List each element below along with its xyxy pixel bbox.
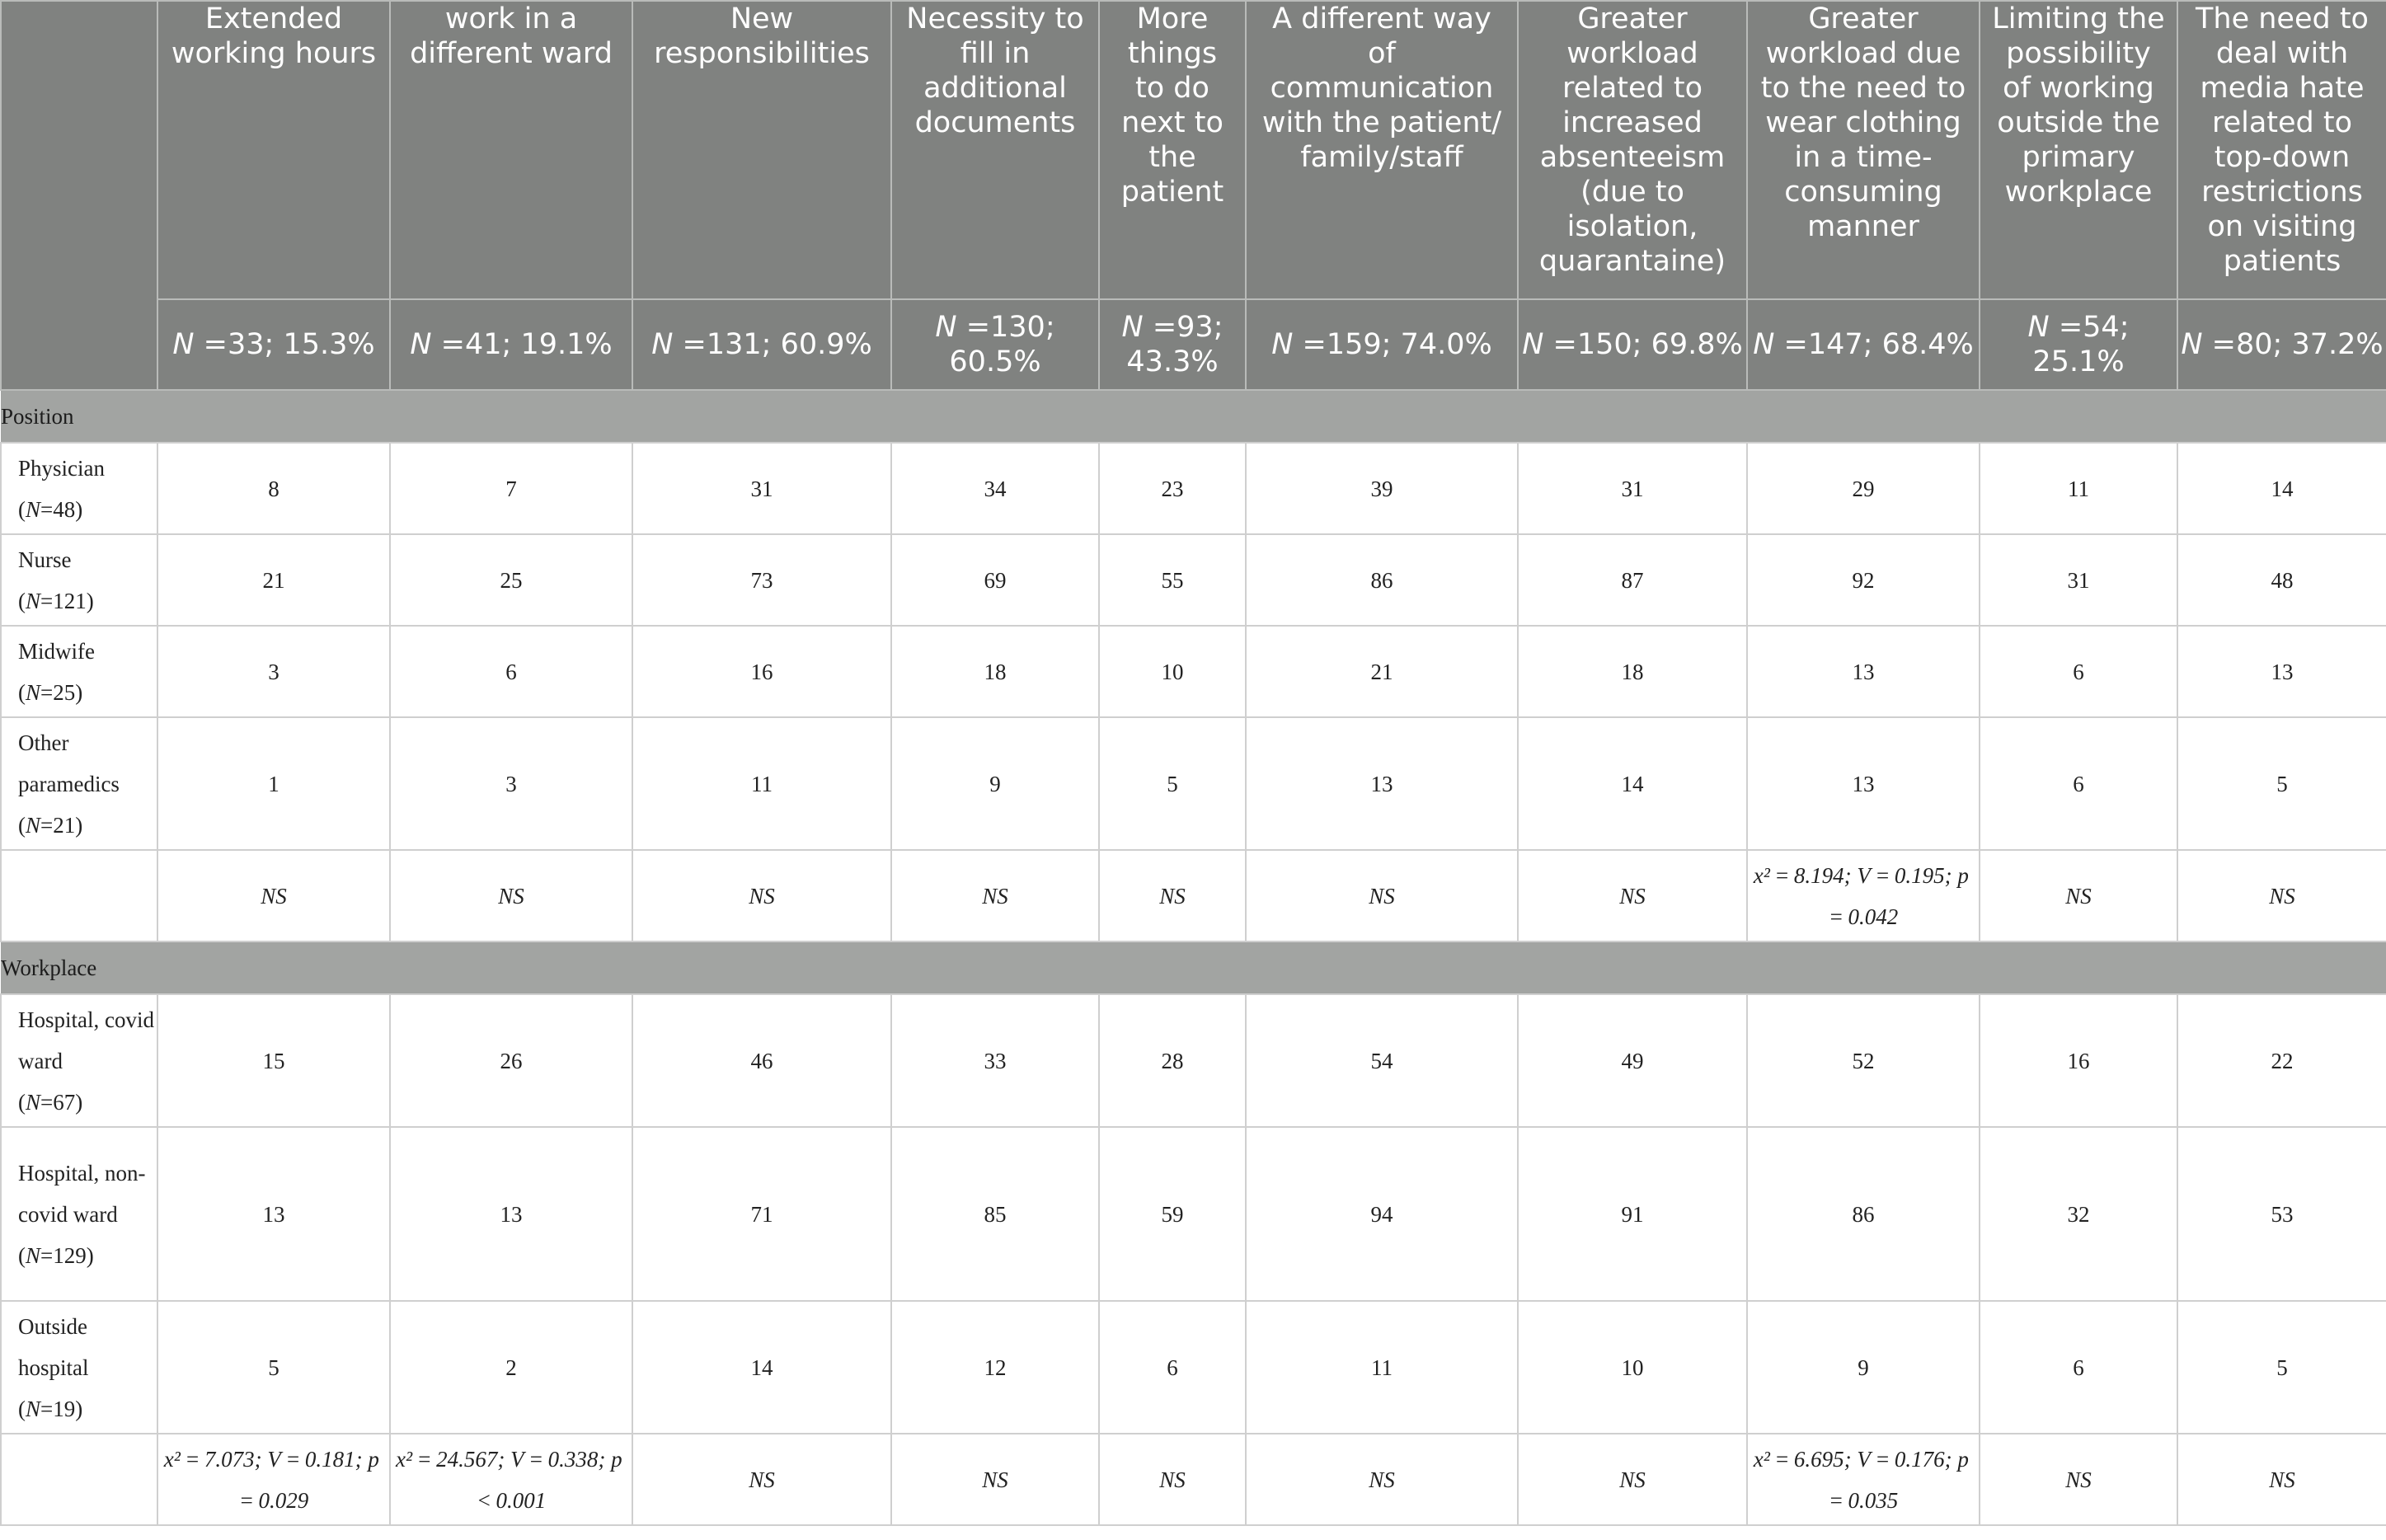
value-cell: 46 <box>632 994 891 1127</box>
stat-cell: NS <box>891 1434 1099 1525</box>
value-cell: 14 <box>1518 717 1747 850</box>
stat-cell: NS <box>1099 1434 1246 1525</box>
column-title: Limiting the possibility of working outside the primary workplace <box>1992 2 2165 209</box>
value-cell: 39 <box>1246 443 1518 534</box>
n-value: =159; 74.0% <box>1302 328 1492 361</box>
row-label-text: Midwife <box>18 638 95 664</box>
value-cell: 86 <box>1747 1127 1980 1301</box>
value-cell: 9 <box>891 717 1099 850</box>
section-title: Workplace <box>1 941 2386 994</box>
column-n <box>632 299 891 390</box>
value-cell: 5 <box>1099 717 1246 850</box>
row-label-text: Other paramedics <box>18 730 120 796</box>
stats-label <box>1 1434 157 1525</box>
column-title: Greater workload related to increased absenteeism (due to isolation, quarantaine) <box>1538 2 1726 278</box>
value-cell: 16 <box>632 626 891 717</box>
table-row <box>1 994 2386 1127</box>
n-value: =131; 60.9% <box>682 328 872 361</box>
stat-cell: NS <box>157 850 390 941</box>
value-cell: 59 <box>1099 1127 1246 1301</box>
n-symbol: N <box>1522 328 1544 361</box>
column-header <box>2177 1 2386 299</box>
column-header <box>1747 1 1980 299</box>
stat-cell: NS <box>390 850 632 941</box>
column-n <box>1246 299 1518 390</box>
value-cell: 14 <box>2177 443 2386 534</box>
value-cell: 12 <box>891 1301 1099 1434</box>
stat-cell: NS <box>2177 1434 2386 1525</box>
column-header <box>157 1 390 299</box>
value-cell: 13 <box>390 1127 632 1301</box>
section-header-row <box>1 941 2386 994</box>
value-cell: 13 <box>157 1127 390 1301</box>
value-cell: 11 <box>1246 1301 1518 1434</box>
header-n-row <box>1 299 2386 390</box>
value-cell: 13 <box>1747 626 1980 717</box>
value-cell: 5 <box>2177 1301 2386 1434</box>
value-cell: 22 <box>2177 994 2386 1127</box>
stat-cell: NS <box>1980 850 2177 941</box>
table-row <box>1 1301 2386 1434</box>
stats-label <box>1 850 157 941</box>
column-n <box>1747 299 1980 390</box>
row-label: Hospital, covid ward (N=67) <box>1 994 157 1127</box>
value-cell: 73 <box>632 534 891 626</box>
row-label: Midwife (N=25) <box>1 626 157 717</box>
row-label-text: Outside hospital <box>18 1313 89 1380</box>
n-symbol: N <box>410 328 432 361</box>
value-cell: 6 <box>1980 717 2177 850</box>
n-symbol: N <box>26 496 41 522</box>
n-symbol: N <box>1271 328 1294 361</box>
row-label-text: Hospital, non-covid ward <box>18 1160 146 1227</box>
stat-cell: x² = 6.695; V = 0.176; p = 0.035 <box>1747 1434 1980 1525</box>
n-symbol: N <box>26 679 41 705</box>
n-symbol: N <box>651 328 674 361</box>
stat-cell: NS <box>1518 1434 1747 1525</box>
row-label: Outside hospital (N=19) <box>1 1301 157 1434</box>
row-label-text: Physician <box>18 455 105 481</box>
value-cell: 21 <box>1246 626 1518 717</box>
value-cell: 5 <box>2177 717 2386 850</box>
value-cell: 71 <box>632 1127 891 1301</box>
n-symbol: N <box>26 1242 41 1268</box>
row-n: 48 <box>53 496 76 522</box>
value-cell: 55 <box>1099 534 1246 626</box>
value-cell: 54 <box>1246 994 1518 1127</box>
value-cell: 13 <box>1246 717 1518 850</box>
value-cell: 28 <box>1099 994 1246 1127</box>
row-n: 19 <box>53 1396 76 1421</box>
value-cell: 85 <box>891 1127 1099 1301</box>
column-title: Greater workload due to the need to wear clothing in a time-consuming manner <box>1760 2 1966 243</box>
column-n <box>2177 299 2386 390</box>
value-cell: 11 <box>1980 443 2177 534</box>
n-symbol: N <box>2181 328 2203 361</box>
value-cell: 7 <box>390 443 632 534</box>
column-header <box>632 1 891 299</box>
row-n: 67 <box>53 1089 76 1115</box>
value-cell: 3 <box>390 717 632 850</box>
value-cell: 33 <box>891 994 1099 1127</box>
value-cell: 10 <box>1518 1301 1747 1434</box>
row-label: Hospital, non-covid ward (N=129) <box>1 1127 157 1301</box>
column-header <box>891 1 1099 299</box>
value-cell: 94 <box>1246 1127 1518 1301</box>
row-n: 129 <box>53 1242 87 1268</box>
column-title: Necessity to fill in additional documents <box>906 2 1084 139</box>
section-workplace <box>1 941 2386 1525</box>
value-cell: 2 <box>390 1301 632 1434</box>
row-n: 121 <box>53 588 87 613</box>
table-row <box>1 717 2386 850</box>
table-row <box>1 1127 2386 1301</box>
column-header <box>1246 1 1518 299</box>
stat-cell: NS <box>632 850 891 941</box>
n-symbol: N <box>26 1396 41 1421</box>
value-cell: 6 <box>1980 1301 2177 1434</box>
value-cell: 31 <box>1980 534 2177 626</box>
value-cell: 6 <box>1099 1301 1246 1434</box>
n-value: =130; 60.5% <box>949 311 1055 378</box>
stat-cell: x² = 8.194; V = 0.195; p = 0.042 <box>1747 850 1980 941</box>
n-symbol: N <box>1121 311 1144 344</box>
value-cell: 13 <box>2177 626 2386 717</box>
value-cell: 92 <box>1747 534 1980 626</box>
stat-cell: NS <box>1246 850 1518 941</box>
value-cell: 49 <box>1518 994 1747 1127</box>
stat-cell: NS <box>1099 850 1246 941</box>
n-symbol: N <box>1753 328 1775 361</box>
value-cell: 18 <box>891 626 1099 717</box>
value-cell: 26 <box>390 994 632 1127</box>
value-cell: 16 <box>1980 994 2177 1127</box>
corner-cell <box>1 1 157 390</box>
column-n <box>390 299 632 390</box>
n-value: =150; 69.8% <box>1552 328 1743 361</box>
column-n <box>1099 299 1246 390</box>
table-row <box>1 534 2386 626</box>
n-value: =33; 15.3% <box>203 328 375 361</box>
column-title: More things to do next to the patient <box>1120 2 1224 209</box>
section-header-row <box>1 390 2386 443</box>
header-title-row <box>1 1 2386 299</box>
stat-cell: NS <box>632 1434 891 1525</box>
n-symbol: N <box>2027 311 2050 344</box>
column-title: The need to deal with media hate related to top-down restrictions on visiting patients <box>2196 2 2369 278</box>
n-value: =54; 25.1% <box>2032 311 2130 378</box>
row-label: Other paramedics (N=21) <box>1 717 157 850</box>
value-cell: 23 <box>1099 443 1246 534</box>
column-header <box>1980 1 2177 299</box>
value-cell: 53 <box>2177 1127 2386 1301</box>
value-cell: 5 <box>157 1301 390 1434</box>
value-cell: 11 <box>632 717 891 850</box>
value-cell: 6 <box>1980 626 2177 717</box>
n-value: =147; 68.4% <box>1783 328 1974 361</box>
value-cell: 32 <box>1980 1127 2177 1301</box>
n-symbol: N <box>935 311 957 344</box>
column-n <box>891 299 1099 390</box>
n-symbol: N <box>26 1089 41 1115</box>
section-title: Position <box>1 390 2386 443</box>
value-cell: 8 <box>157 443 390 534</box>
row-label-text: Hospital, covid ward <box>18 1007 154 1073</box>
value-cell: 13 <box>1747 717 1980 850</box>
column-header <box>1518 1 1747 299</box>
column-n <box>1518 299 1747 390</box>
stats-row <box>1 1434 2386 1525</box>
value-cell: 69 <box>891 534 1099 626</box>
stat-cell: NS <box>1980 1434 2177 1525</box>
column-title: Extended working hours <box>171 2 377 70</box>
column-title: A different way of communication with the patient/ family/staff <box>1261 2 1502 174</box>
value-cell: 31 <box>1518 443 1747 534</box>
value-cell: 91 <box>1518 1127 1747 1301</box>
value-cell: 25 <box>390 534 632 626</box>
row-n: 21 <box>53 812 76 838</box>
row-label: Physician (N=48) <box>1 443 157 534</box>
value-cell: 52 <box>1747 994 1980 1127</box>
row-label: Nurse (N=121) <box>1 534 157 626</box>
value-cell: 34 <box>891 443 1099 534</box>
value-cell: 1 <box>157 717 390 850</box>
n-value: =80; 37.2% <box>2211 328 2384 361</box>
value-cell: 31 <box>632 443 891 534</box>
section-position <box>1 390 2386 941</box>
column-title: New responsibilities <box>654 2 870 70</box>
value-cell: 14 <box>632 1301 891 1434</box>
stat-cell: NS <box>1518 850 1747 941</box>
column-header <box>1099 1 1246 299</box>
row-n: 25 <box>53 679 76 705</box>
value-cell: 21 <box>157 534 390 626</box>
column-n <box>1980 299 2177 390</box>
stats-row <box>1 850 2386 941</box>
column-title: work in a different ward <box>410 2 613 70</box>
value-cell: 87 <box>1518 534 1747 626</box>
n-symbol: N <box>172 328 195 361</box>
n-symbol: N <box>26 588 41 613</box>
stat-cell: NS <box>2177 850 2386 941</box>
stat-cell: x² = 24.567; V = 0.338; p < 0.001 <box>390 1434 632 1525</box>
value-cell: 10 <box>1099 626 1246 717</box>
column-header <box>390 1 632 299</box>
value-cell: 15 <box>157 994 390 1127</box>
value-cell: 18 <box>1518 626 1747 717</box>
n-value: =41; 19.1% <box>440 328 613 361</box>
value-cell: 3 <box>157 626 390 717</box>
stat-cell: NS <box>891 850 1099 941</box>
column-n <box>157 299 390 390</box>
stat-cell: x² = 7.073; V = 0.181; p = 0.029 <box>157 1434 390 1525</box>
stat-cell: NS <box>1246 1434 1518 1525</box>
n-symbol: N <box>26 812 41 838</box>
value-cell: 6 <box>390 626 632 717</box>
table-row <box>1 443 2386 534</box>
table-row <box>1 626 2386 717</box>
n-value: =93; 43.3% <box>1126 311 1224 378</box>
value-cell: 29 <box>1747 443 1980 534</box>
value-cell: 86 <box>1246 534 1518 626</box>
value-cell: 48 <box>2177 534 2386 626</box>
row-label-text: Nurse <box>18 547 72 572</box>
value-cell: 9 <box>1747 1301 1980 1434</box>
